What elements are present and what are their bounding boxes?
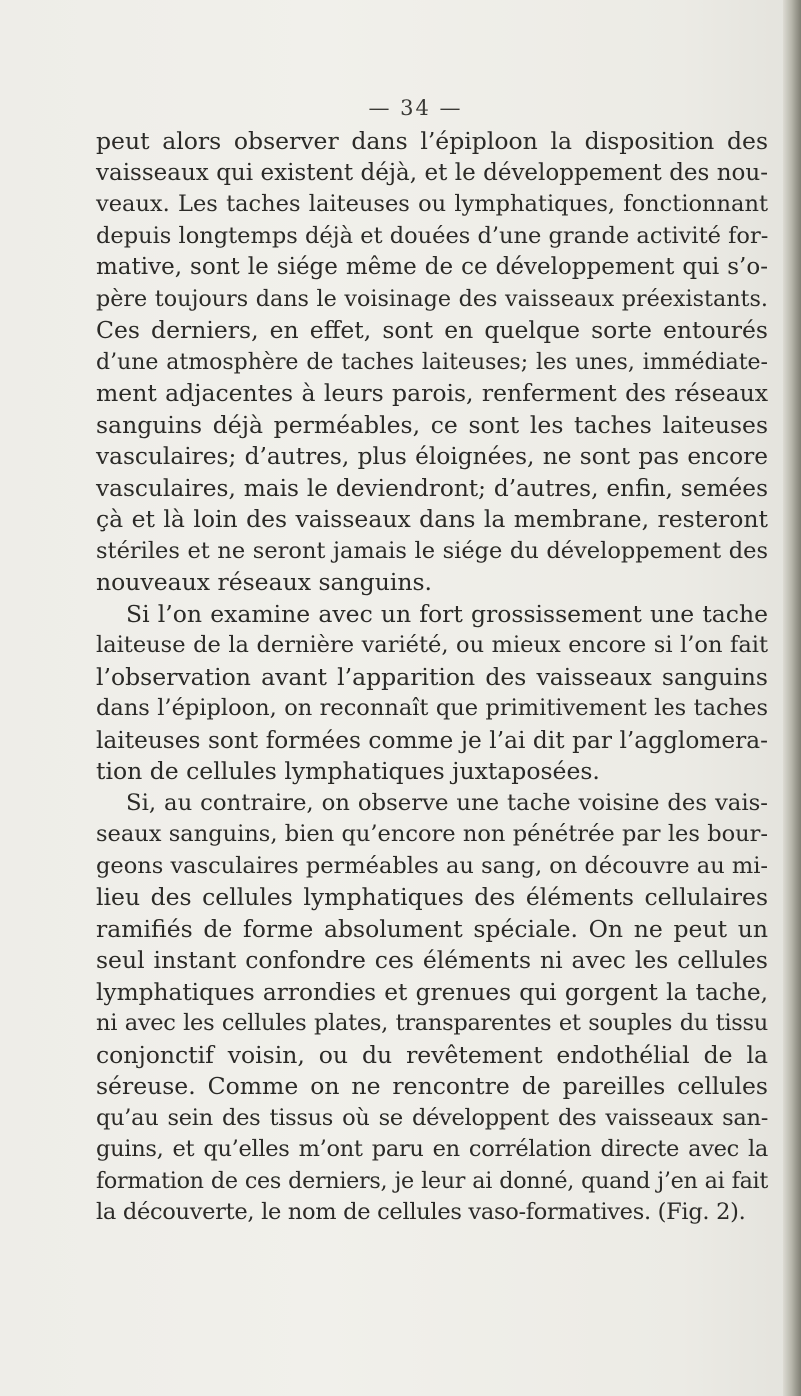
text-line: peut alors observer dans l’épiploon la disposition des <box>96 127 768 155</box>
text-line: qu’au sein des tissus où se développent des vaisseaux san- <box>96 1104 768 1131</box>
text-line: père toujours dans le voisinage des vaisseaux préexistants. <box>96 285 768 312</box>
text-line: ment adjacentes à leurs parois, renferment des réseaux <box>96 379 768 407</box>
text-line: seaux sanguins, bien qu’encore non pénétrée par les bour- <box>96 821 768 847</box>
text-line: dans l’épiploon, on reconnaît que primitivement les taches <box>96 695 768 721</box>
text-line: mative, sont le siége même de ce développement qui s’o- <box>96 254 768 280</box>
text-line: guins, et qu’elles m’ont paru en corrélation directe avec la <box>96 1136 768 1162</box>
paragraph-start: Si l’on examine avec un fort grossissement une tache <box>126 599 768 628</box>
text-line: formation de ces derniers, je leur ai donné, quand j’en ai fait <box>96 1167 768 1194</box>
text-line: depuis longtemps déjà et douées d’une grande activité for- <box>96 222 769 249</box>
text-line: lymphatiques arrondies et grenues qui gorgent la tache, <box>96 978 768 1006</box>
text-line: Ces derniers, en effet, sont en quelque sorte entourés <box>96 316 768 344</box>
text-line: séreuse. Comme on ne rencontre de pareilles cellules <box>96 1072 768 1100</box>
paragraph-start: Si, au contraire, on observe une tache voisine des vais- <box>126 789 768 816</box>
text-line: la découverte, le nom de cellules vaso-formatives. (Fig. 2). <box>96 1199 746 1225</box>
text-line: ramifiés de forme absolument spéciale. On ne peut un <box>96 914 768 943</box>
body-text <box>96 126 768 1229</box>
text-line: l’observation avant l’apparition des vaisseaux sanguins <box>96 662 768 691</box>
text-line: conjonctif voisin, ou du revêtement endothélial de la <box>96 1040 768 1069</box>
page-edge <box>783 0 801 1396</box>
text-line: sanguins déjà perméables, ce sont les taches laiteuses <box>96 410 768 439</box>
text-line: tion de cellules lymphatiques juxtaposées. <box>96 757 600 785</box>
text-line: seul instant confondre ces éléments ni avec les cellules <box>96 946 768 974</box>
text-line: nouveaux réseaux sanguins. <box>96 568 433 596</box>
page-number: — 34 — <box>368 96 463 120</box>
text-line: vaisseaux qui existent déjà, et le développement des nou- <box>96 159 768 186</box>
text-line: stériles et ne seront jamais le siége du développement des <box>96 537 768 564</box>
text-line: veaux. Les taches laiteuses ou lymphatiques, fonctionnant <box>96 191 768 217</box>
text-line: laiteuse de la dernière variété, ou mieux encore si l’on fait <box>96 632 768 658</box>
text-line: lieu des cellules lymphatiques des éléments cellulaires <box>96 883 768 911</box>
text-line: ni avec les cellules plates, transparentes et souples du tissu <box>96 1010 768 1036</box>
text-line: çà et là loin des vaisseaux dans la membrane, resteront <box>96 505 768 533</box>
text-line: d’une atmosphère de taches laiteuses; les unes, immédiate- <box>96 349 768 375</box>
text-line: laiteuses sont formées comme je l’ai dit par l’agglomera- <box>96 726 768 754</box>
text-line: geons vasculaires perméables au sang, on découvre au mi- <box>96 852 768 879</box>
text-line: vasculaires; d’autres, plus éloignées, ne sont pas encore <box>96 443 768 470</box>
text-line: vasculaires, mais le deviendront; d’autres, enfin, semées <box>96 474 768 502</box>
